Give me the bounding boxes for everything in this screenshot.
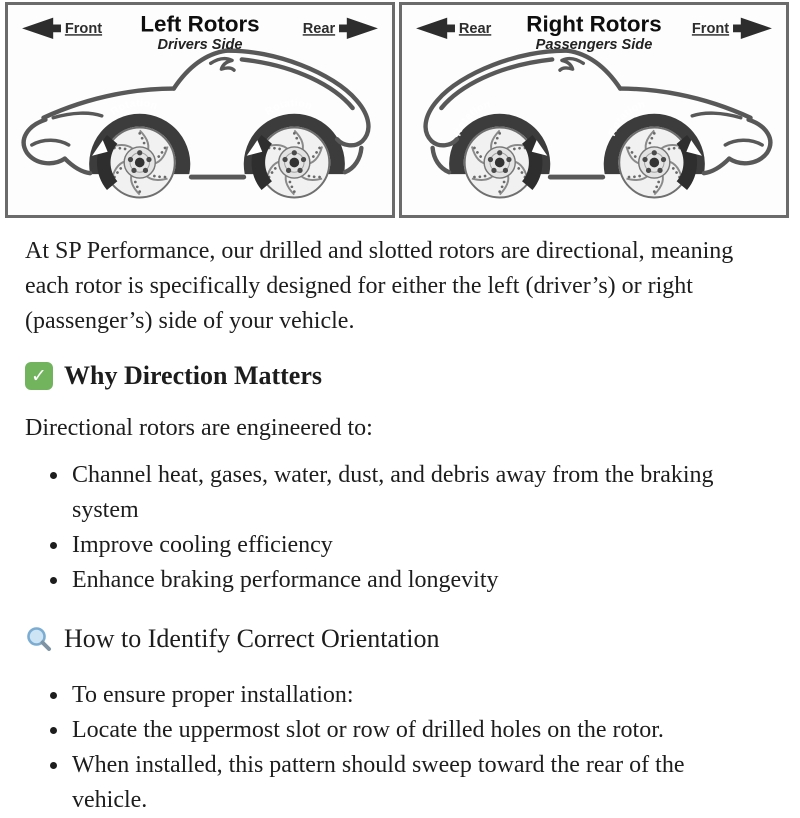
rear-direction-label: Rear [458, 21, 492, 38]
front-direction-label: Front [64, 21, 103, 38]
intro-paragraph: At SP Performance, our drilled and slotted rotors are directional, meaning each rotor is specifically designed for either the left (driver’s) or right (passenger’s) side of your vehicle. [25, 238, 734, 334]
benefits-list [25, 458, 760, 598]
rotation-label: Rotation [452, 99, 493, 138]
front-direction-label: Front [691, 21, 730, 38]
list-item: • Channel heat, gases, water, dust, and debris away from the braking system [70, 458, 760, 528]
right-rotors-panel [399, 2, 789, 218]
check-mark-icon: ✓ [25, 362, 53, 390]
list-item: • Locate the uppermost slot or row of drilled holes on the rotor. [70, 713, 760, 748]
list-item: • When installed, this pattern should sweep toward the rear of the vehicle. [70, 748, 760, 818]
rotor-direction-diagram [0, 0, 800, 222]
engineered-to-lead: Directional rotors are engineered to: [25, 415, 373, 441]
front-arrow-icon [733, 18, 772, 39]
rear-arrow-icon [339, 18, 378, 39]
panel-subtitle: Passengers Side [535, 36, 653, 53]
identify-orientation-heading [25, 622, 775, 656]
left-rotors-panel [5, 2, 395, 218]
panel-title: Left Rotors [140, 11, 260, 37]
rotation-label: Rotation [263, 98, 314, 118]
list-item: • To ensure proper installation: [70, 678, 760, 713]
rotation-label: Rotation [109, 98, 160, 118]
magnifier-icon [25, 625, 53, 653]
rotation-label: Rotation [607, 99, 647, 138]
heading-text: Why Direction Matters [64, 361, 323, 390]
panel-title: Right Rotors [526, 11, 662, 37]
article [0, 222, 800, 818]
panel-subtitle: Drivers Side [157, 36, 243, 53]
why-direction-matters-heading [25, 359, 775, 393]
list-item: • Improve cooling efficiency [70, 528, 760, 563]
rear-direction-label: Rear [302, 21, 336, 38]
heading-text: How to Identify Correct Orientation [64, 624, 440, 653]
front-arrow-icon [22, 18, 61, 39]
orientation-steps-list [25, 678, 760, 818]
list-item: • Enhance braking performance and longevity [70, 563, 760, 598]
rear-arrow-icon [416, 18, 455, 39]
